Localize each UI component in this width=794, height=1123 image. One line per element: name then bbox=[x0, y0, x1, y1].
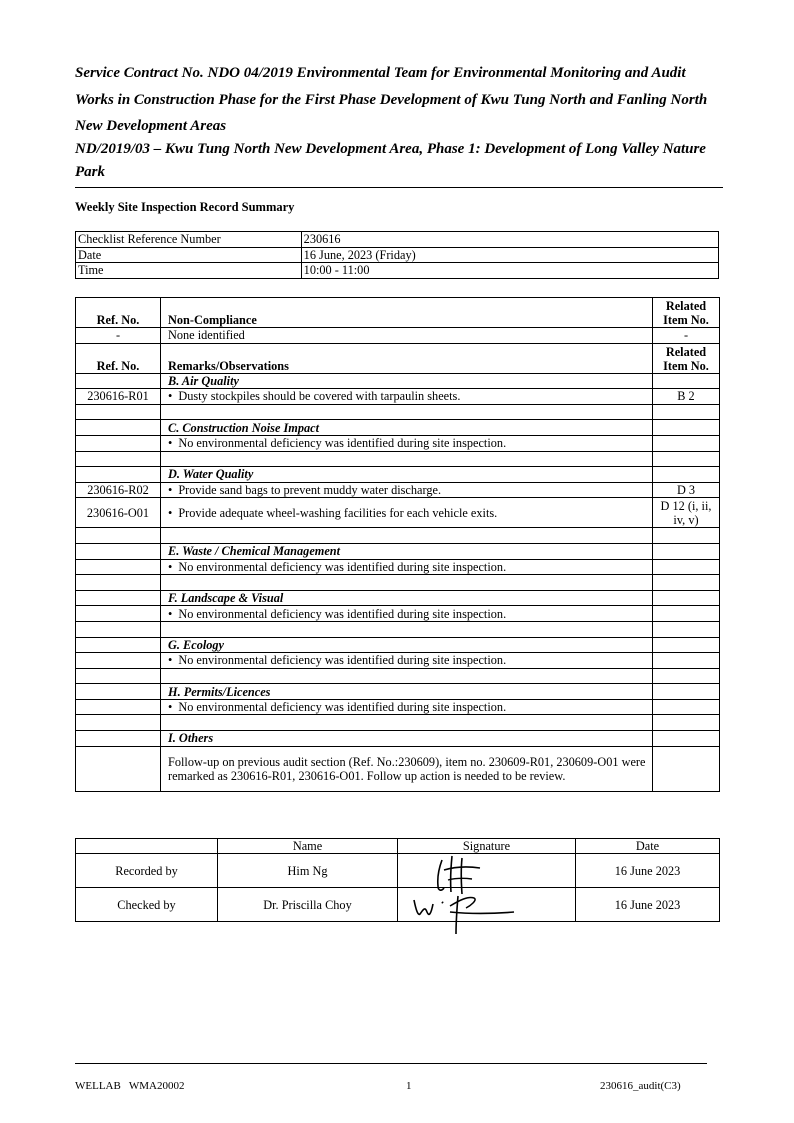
category-heading: I. Others bbox=[161, 731, 653, 747]
table-row bbox=[76, 328, 720, 344]
text-cell: • No environmental deficiency was identified during site inspection. bbox=[161, 559, 653, 575]
name-cell: Dr. Priscilla Choy bbox=[218, 888, 398, 922]
item-cell: - bbox=[653, 328, 720, 344]
category-row bbox=[76, 467, 720, 483]
ref-cell: 230616-R02 bbox=[76, 482, 161, 498]
page-number: 1 bbox=[406, 1080, 412, 1092]
ref-header: Ref. No. bbox=[76, 343, 161, 373]
text-cell: • No environmental deficiency was identified during site inspection. bbox=[161, 653, 653, 669]
spacer-row bbox=[76, 404, 720, 420]
spacer-row bbox=[76, 668, 720, 684]
role-cell: Checked by bbox=[76, 888, 218, 922]
remarks-header: Remarks/Observations bbox=[161, 343, 653, 373]
info-value: 230616 bbox=[301, 232, 718, 248]
info-label: Time bbox=[76, 263, 302, 279]
signoff-table bbox=[75, 838, 720, 922]
text-cell: • No environmental deficiency was identified during site inspection. bbox=[161, 699, 653, 715]
ref-cell: 230616-O01 bbox=[76, 498, 161, 528]
category-row bbox=[76, 684, 720, 700]
category-row bbox=[76, 373, 720, 389]
table-row bbox=[76, 746, 720, 791]
text-cell: None identified bbox=[161, 328, 653, 344]
inspection-table bbox=[75, 297, 720, 792]
info-row bbox=[76, 232, 719, 248]
header-divider bbox=[75, 187, 723, 188]
info-row bbox=[76, 263, 719, 279]
category-heading: G. Ecology bbox=[161, 637, 653, 653]
signature-header: Signature bbox=[398, 839, 576, 854]
table-row bbox=[76, 435, 720, 451]
name-cell: Him Ng bbox=[218, 854, 398, 888]
role-header bbox=[76, 839, 218, 854]
text-cell: Follow-up on previous audit section (Ref. No.:230609), item no. 230609-R01, 230609-O01 were remarked as 230616-R01, 230616-O01. Follow up action is needed to be review. bbox=[161, 746, 653, 791]
table-row bbox=[76, 653, 720, 669]
footer-doc-ref: 230616_audit(C3) bbox=[600, 1080, 681, 1092]
date-cell: 16 June 2023 bbox=[576, 888, 720, 922]
section-heading: Weekly Site Inspection Record Summary bbox=[75, 200, 295, 214]
table-row bbox=[76, 498, 720, 528]
non-compliance-header: Non-Compliance bbox=[161, 298, 653, 328]
category-row bbox=[76, 543, 720, 559]
spacer-row bbox=[76, 528, 720, 544]
page-subtitle: ND/2019/03 – Kwu Tung North New Development Area, Phase 1: Development of Long Valley Nature Park bbox=[75, 141, 706, 180]
category-heading: C. Construction Noise Impact bbox=[161, 420, 653, 436]
signoff-row bbox=[76, 854, 720, 888]
role-cell: Recorded by bbox=[76, 854, 218, 888]
text-cell: • No environmental deficiency was identified during site inspection. bbox=[161, 606, 653, 622]
category-row bbox=[76, 731, 720, 747]
table-header-row bbox=[76, 298, 720, 328]
footer-divider bbox=[75, 1063, 707, 1064]
ref-header: Ref. No. bbox=[76, 298, 161, 328]
text-cell: • Provide sand bags to prevent muddy water discharge. bbox=[161, 482, 653, 498]
signoff-header-row bbox=[76, 839, 720, 854]
checklist-info-table bbox=[75, 231, 719, 279]
table-row bbox=[76, 389, 720, 405]
category-row bbox=[76, 637, 720, 653]
category-row bbox=[76, 590, 720, 606]
spacer-row bbox=[76, 451, 720, 467]
table-row bbox=[76, 699, 720, 715]
date-header: Date bbox=[576, 839, 720, 854]
ref-cell: 230616-R01 bbox=[76, 389, 161, 405]
info-label: Checklist Reference Number bbox=[76, 232, 302, 248]
spacer-row bbox=[76, 621, 720, 637]
signature-cell bbox=[398, 888, 576, 922]
category-heading: F. Landscape & Visual bbox=[161, 590, 653, 606]
category-heading: B. Air Quality bbox=[161, 373, 653, 389]
item-cell: B 2 bbox=[653, 389, 720, 405]
info-value: 10:00 - 11:00 bbox=[301, 263, 718, 279]
signature-image bbox=[410, 890, 520, 936]
text-cell: • Dusty stockpiles should be covered with tarpaulin sheets. bbox=[161, 389, 653, 405]
table-row bbox=[76, 482, 720, 498]
text-cell: • No environmental deficiency was identified during site inspection. bbox=[161, 435, 653, 451]
category-row bbox=[76, 420, 720, 436]
category-heading: H. Permits/Licences bbox=[161, 684, 653, 700]
name-header: Name bbox=[218, 839, 398, 854]
signature-cell bbox=[398, 854, 576, 888]
table-row bbox=[76, 559, 720, 575]
table-header-row bbox=[76, 343, 720, 373]
info-label: Date bbox=[76, 247, 302, 263]
spacer-row bbox=[76, 715, 720, 731]
related-item-header: Related Item No. bbox=[653, 343, 720, 373]
spacer-row bbox=[76, 575, 720, 591]
item-cell: D 3 bbox=[653, 482, 720, 498]
related-item-header: Related Item No. bbox=[653, 298, 720, 328]
category-heading: D. Water Quality bbox=[161, 467, 653, 483]
date-cell: 16 June 2023 bbox=[576, 854, 720, 888]
info-row bbox=[76, 247, 719, 263]
ref-cell: - bbox=[76, 328, 161, 344]
info-value: 16 June, 2023 (Friday) bbox=[301, 247, 718, 263]
footer-company: WELLAB WMA20002 bbox=[75, 1080, 185, 1092]
signoff-row bbox=[76, 888, 720, 922]
item-cell: D 12 (i, ii, iv, v) bbox=[653, 498, 720, 528]
category-heading: E. Waste / Chemical Management bbox=[161, 543, 653, 559]
page-title: Service Contract No. NDO 04/2019 Environmental Team for Environmental Monitoring and Audit Works in Construction Phase for the First Phase Development of Kwu Tung North and Fanling North New Development Areas bbox=[75, 65, 708, 134]
text-cell: • Provide adequate wheel-washing facilities for each vehicle exits. bbox=[161, 498, 653, 528]
table-row bbox=[76, 606, 720, 622]
